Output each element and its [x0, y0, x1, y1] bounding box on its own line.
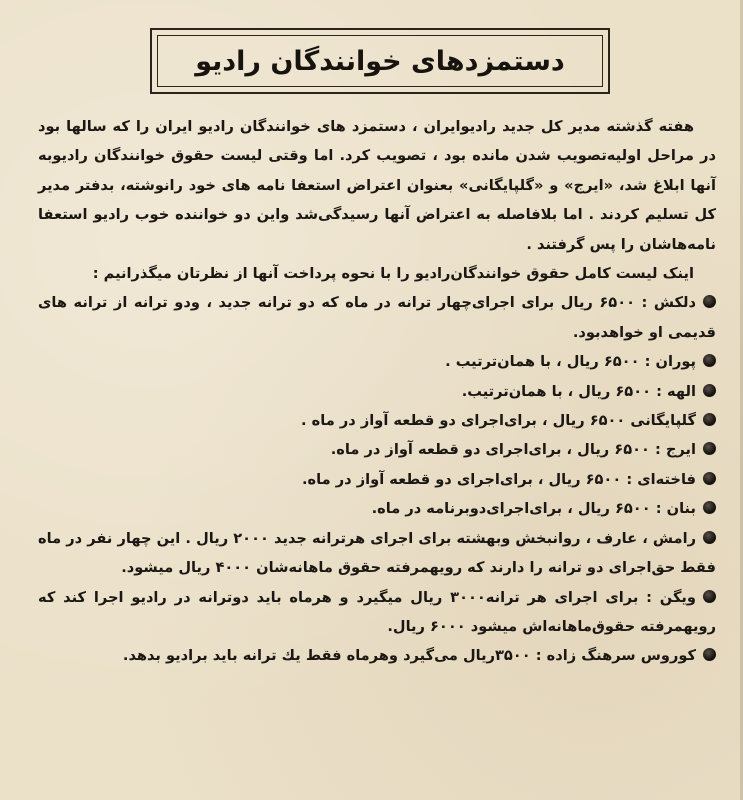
salary-item-text: کوروس سرهنگ زاده : ۳۵۰۰ریال می‌گیرد وهرماه فقط یك ترانه باید برادیو بدهد. [122, 647, 696, 665]
salary-item [38, 347, 716, 376]
bullet-icon [703, 354, 716, 367]
intro-paragraph: هفته گذشته مدیر کل جدید رادیوایران ، دستمزد های خوانندگان رادیو ایران را که سالها بود در مراحل اولیه‌تصویب شدن مانده بود ، تصویب کرد. اما وقتی لیست حقوق خوانندگان رادیوبه آنها ابلاغ شد، «ایرج» و «گلپایگانی» بعنوان اعتراض استعفا نامه های خود رانوشته، بدفتر مدیر کل تسلیم کردند . اما بلافاصله به اعتراض آنها رسیدگی‌شد واین دو خواننده خوب رادیو استعفا نامه‌هاشان را پس گرفتند . [38, 118, 716, 253]
headline-inner-frame [157, 35, 603, 87]
article-body [38, 112, 716, 671]
salary-item-text: بنان : ۶۵۰۰ ریال ، برای‌اجرای‌دوبرنامه در ماه. [371, 500, 696, 518]
salary-item [38, 494, 716, 523]
salary-item-text: ویگن : برای اجرای هر ترانه۳۰۰۰ ریال میگیرد و هرماه باید دوترانه در رادیو اجرا کند که رویهمرفته حقوق‌ماهانه‌اش میشود ۶۰۰۰ ریال. [38, 588, 716, 635]
bullet-icon [703, 442, 716, 455]
bullet-icon [703, 590, 716, 603]
salary-item [38, 288, 716, 347]
bullet-icon [703, 472, 716, 485]
salary-item-text: فاخته‌ای : ۶۵۰۰ ریال ، برای‌اجرای دو قطعه آواز در ماه. [302, 470, 696, 488]
salary-item-text: ایرج : ۶۵۰۰ ریال ، برای‌اجرای دو قطعه آواز در ماه. [330, 441, 696, 459]
salary-item [38, 583, 716, 642]
bullet-icon [703, 413, 716, 426]
headline-frame [150, 28, 610, 94]
salary-item-text: دلکش : ۶۵۰۰ ریال برای اجرای‌چهار ترانه در ماه که دو ترانه جدید ، ودو ترانه از ترانه های قدیمی او خواهدبود. [38, 294, 716, 341]
bullet-icon [703, 648, 716, 661]
salary-item-text: الهه : ۶۵۰۰ ریال ، با همان‌ترتیب. [461, 382, 696, 400]
salary-item-text: گلپایگانی ۶۵۰۰ ریال ، برای‌اجرای دو قطعه آواز در ماه . [301, 412, 696, 430]
salary-item [38, 641, 716, 670]
bullet-icon [703, 501, 716, 514]
salary-item [38, 435, 716, 464]
bullet-icon [703, 531, 716, 544]
salary-item-text: رامش ، عارف ، روانبخش وبهشته برای اجرای هرترانه جدید ۲۰۰۰ ریال . این چهار نفر در ماه فقط حق‌اجرای دو ترانه را دارند که رویهمرفته حقوق ماهانه‌شان ۴۰۰۰ ریال میشود. [38, 529, 716, 577]
salary-item-text: پوران : ۶۵۰۰ ریال ، با همان‌ترتیب . [445, 353, 696, 371]
intro-paragraph: اینک لیست کامل حقوق خوانندگان‌رادیو را با نحوه پرداخت آنها از نظرتان میگذرانیم : [92, 265, 694, 283]
bullet-icon [703, 295, 716, 308]
salary-item [38, 524, 716, 583]
bullet-icon [703, 384, 716, 397]
headline: دستمزدهای خوانندگان رادیو [195, 45, 565, 77]
salary-item [38, 406, 716, 435]
salary-item [38, 377, 716, 406]
salary-item [38, 465, 716, 494]
